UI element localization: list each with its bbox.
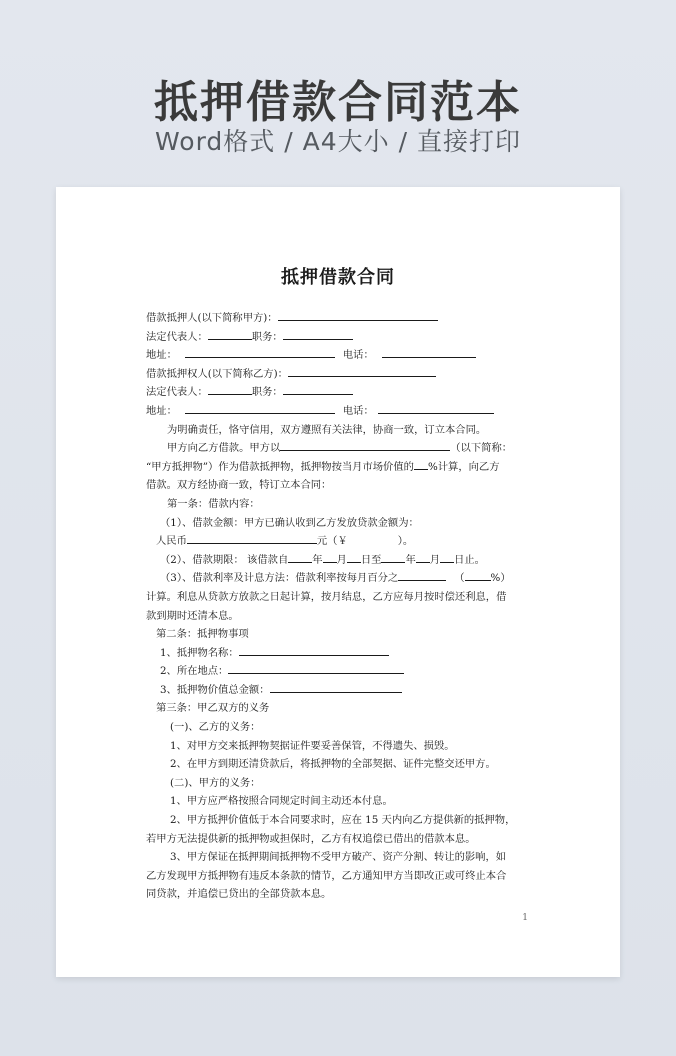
- position-label: 职务：: [251, 330, 283, 343]
- address-a-line: [146, 346, 530, 365]
- phone-label: 电话：: [342, 404, 374, 417]
- term-label: （2）、借款期限： 该借款自: [160, 553, 289, 566]
- phone-label: 电话：: [342, 349, 374, 362]
- article-1-rmb-line: [146, 532, 530, 551]
- end-day-blank[interactable]: [440, 551, 454, 563]
- intro-paragraph: 为明确责任，恪守信用，双方遵照有关法律，协商一致，订立本合同。: [167, 423, 487, 436]
- party-a-duty-3-line3: 同贷款，并追偿已贷出的全部贷款本息。: [146, 888, 332, 901]
- position-blank[interactable]: [283, 383, 353, 395]
- legal-rep-b-line: [146, 383, 530, 402]
- position-label: 职务：: [251, 386, 283, 399]
- loan-para-text: （以下简称：: [450, 442, 513, 455]
- address-blank[interactable]: [185, 346, 335, 358]
- document-page: [56, 187, 620, 977]
- banner-subtitle: Word格式 / A4大小 / 直接打印: [155, 127, 521, 156]
- article-1-item-3-line3: 款到期时还清本息。: [146, 609, 239, 622]
- document-title: 抵押借款合同: [281, 267, 395, 288]
- location-label: 2、所在地点：: [160, 665, 229, 678]
- party-a-duty-2-line1: 2、甲方抵押价值低于本合同要求时，应在 15 天内向乙方提供新的抵押物，: [170, 814, 516, 827]
- article-2-item-1: [146, 644, 530, 663]
- rmb-label: 人民币: [156, 535, 187, 548]
- legal-rep-label: 法定代表人：: [146, 386, 208, 399]
- value-label: 3、抵押物价值总金额：: [160, 683, 270, 696]
- article-2-title: 第二条：抵押物事项: [156, 628, 249, 641]
- phone-blank[interactable]: [378, 402, 494, 414]
- party-b-line: [146, 365, 530, 384]
- party-a-duty-3-line1: 3、甲方保证在抵押期间抵押物不受甲方破产、资产分割、转让的影响，如: [170, 851, 507, 864]
- article-1-item-3: [146, 569, 530, 588]
- month-text: 月: [336, 553, 347, 566]
- location-blank[interactable]: [228, 662, 404, 674]
- article-3-title: 第三条：甲乙双方的义务: [156, 702, 270, 715]
- page-number: 1: [522, 913, 528, 923]
- day-end-text: 日止。: [454, 553, 485, 566]
- end-year-blank[interactable]: [381, 551, 405, 563]
- value-blank[interactable]: [270, 681, 402, 693]
- collateral-name-blank[interactable]: [239, 644, 389, 656]
- start-day-blank[interactable]: [347, 551, 361, 563]
- day-to-text: 日至: [360, 553, 382, 566]
- legal-rep-blank[interactable]: [208, 328, 252, 340]
- position-blank[interactable]: [283, 328, 353, 340]
- address-label: 地址：: [146, 404, 177, 417]
- year-text: 年: [312, 553, 323, 566]
- party-b-label: 借款抵押权人(以下简称乙方)：: [146, 367, 288, 380]
- collateral-name-label: 1、抵押物名称：: [160, 646, 239, 659]
- article-1-item-2: [146, 551, 530, 570]
- loan-para-text: %计算，向乙方: [427, 460, 500, 473]
- rmb-amount-blank[interactable]: [187, 532, 317, 544]
- legal-rep-blank[interactable]: [208, 383, 252, 395]
- article-1-title: 第一条：借款内容：: [167, 497, 260, 510]
- loan-para-text: “甲方抵押物”）作为借款抵押物，抵押物按当月市场价值的: [146, 460, 414, 473]
- rate-label: （3）、借款利率及计息方法：借款利率按每月百分之: [160, 572, 399, 585]
- rmb-close: ）。: [397, 535, 414, 548]
- phone-blank[interactable]: [382, 346, 476, 358]
- legal-rep-label: 法定代表人：: [146, 330, 208, 343]
- party-a-line: [146, 309, 530, 328]
- end-month-blank[interactable]: [416, 551, 430, 563]
- party-a-blank[interactable]: [278, 309, 438, 321]
- address-label: 地址：: [146, 349, 177, 362]
- start-year-blank[interactable]: [288, 551, 312, 563]
- year-text: 年: [405, 553, 416, 566]
- loan-para-text: 甲方向乙方借款。甲方以: [167, 442, 281, 455]
- address-b-line: [146, 402, 530, 421]
- loan-para-line2: [146, 458, 530, 477]
- loan-para-line1: [146, 439, 530, 458]
- party-b-duty-2: 2、在甲方到期还清贷款后，将抵押物的全部契据、证件完整交还甲方。: [170, 758, 496, 771]
- collateral-blank[interactable]: [280, 439, 450, 451]
- party-a-duty-2-line2: 若甲方无法提供新的抵押物或担保时，乙方有权追偿已借出的借款本息。: [146, 832, 476, 845]
- address-blank[interactable]: [185, 402, 335, 414]
- loan-para-line3: 借款。双方经协商一致，特订立本合同：: [146, 479, 332, 492]
- party-a-label: 借款抵押人(以下简称甲方)：: [146, 312, 278, 324]
- rmb-symbol: 元（￥: [316, 535, 348, 548]
- document-body: [146, 309, 530, 904]
- rate-close: %）: [490, 572, 511, 585]
- party-b-blank[interactable]: [288, 365, 436, 377]
- percent-blank[interactable]: [414, 458, 428, 470]
- banner-title: 抵押借款合同范本: [154, 77, 522, 128]
- party-b-duty-1: 1、对甲方交来抵押物契据证件要妥善保管，不得遗失、损毁。: [170, 739, 455, 752]
- rate-percent-blank[interactable]: [465, 569, 491, 581]
- start-month-blank[interactable]: [323, 551, 337, 563]
- article-1-item-3-line2: 计算。利息从贷款方放款之日起计算，按月结息，乙方应每月按时偿还利息，借: [146, 590, 507, 603]
- rate-open: （: [454, 572, 465, 585]
- party-a-duties-title: (二)、甲方的义务：: [170, 776, 261, 789]
- legal-rep-a-line: [146, 328, 530, 347]
- article-1-item-1: （1）、借款金额：甲方已确认收到乙方发放贷款金额为：: [160, 516, 419, 529]
- party-b-duties-title: (一)、乙方的义务：: [170, 721, 261, 734]
- rate-blank[interactable]: [398, 569, 446, 581]
- party-a-duty-3-line2: 乙方发现甲方抵押物有违反本条款的情节，乙方通知甲方当即改正或可终止本合: [146, 869, 507, 882]
- article-2-item-3: [146, 681, 530, 700]
- article-2-item-2: [146, 662, 530, 681]
- month-text: 月: [429, 553, 441, 566]
- party-a-duty-1: 1、甲方应严格按照合同规定时间主动还本付息。: [170, 795, 393, 808]
